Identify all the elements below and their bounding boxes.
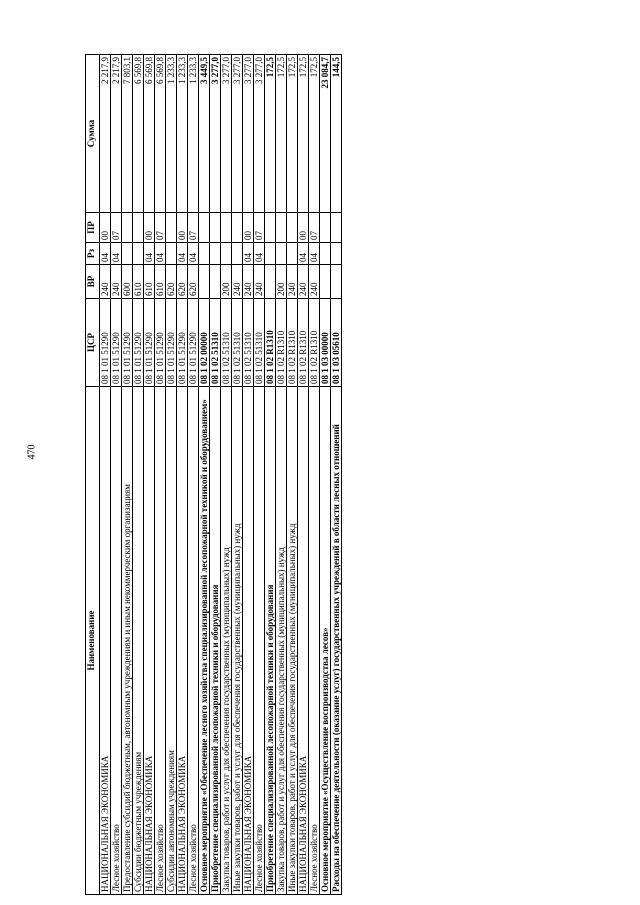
cell-sum: 172,5	[276, 55, 287, 213]
cell-rz: 04	[100, 243, 111, 265]
cell-rz	[276, 243, 287, 265]
cell-name: НАЦИОНАЛЬНАЯ ЭКОНОМИКА	[177, 387, 188, 895]
cell-vr	[199, 265, 210, 299]
cell-csr: 08 1 02 R1310	[287, 299, 298, 387]
table-row	[188, 55, 199, 895]
cell-vr: 620	[188, 265, 199, 299]
cell-vr: 240	[232, 265, 243, 299]
cell-name: Лесное хозяйство	[111, 387, 122, 895]
cell-name: Приобретение специализированной лесопожарной техники и оборудования	[210, 387, 221, 895]
cell-rz	[133, 243, 144, 265]
table-row	[210, 55, 221, 895]
cell-vr: 240	[100, 265, 111, 299]
cell-pr: 00	[298, 213, 309, 243]
cell-csr: 08 1 01 51290	[111, 299, 122, 387]
table-body	[100, 55, 342, 895]
cell-name: НАЦИОНАЛЬНАЯ ЭКОНОМИКА	[144, 387, 155, 895]
cell-name: Лесное хозяйство	[254, 387, 265, 895]
cell-sum: 6 569,8	[144, 55, 155, 213]
header-rz: Рз	[86, 243, 100, 265]
cell-name: НАЦИОНАЛЬНАЯ ЭКОНОМИКА	[298, 387, 309, 895]
cell-rz: 04	[177, 243, 188, 265]
header-row	[86, 55, 100, 895]
cell-rz	[331, 243, 342, 265]
table-row	[331, 55, 342, 895]
table-row	[111, 55, 122, 895]
cell-sum: 6 569,8	[133, 55, 144, 213]
table-row	[133, 55, 144, 895]
table-row	[199, 55, 210, 895]
cell-pr	[122, 213, 133, 243]
cell-vr: 240	[243, 265, 254, 299]
cell-rz: 04	[111, 243, 122, 265]
cell-rz	[287, 243, 298, 265]
table-row	[177, 55, 188, 895]
cell-pr	[210, 213, 221, 243]
cell-csr: 08 1 01 51290	[166, 299, 177, 387]
cell-vr: 240	[111, 265, 122, 299]
cell-name: Лесное хозяйство	[155, 387, 166, 895]
cell-pr: 00	[177, 213, 188, 243]
cell-sum: 144,5	[331, 55, 342, 213]
cell-name: НАЦИОНАЛЬНАЯ ЭКОНОМИКА	[100, 387, 111, 895]
cell-rz	[199, 243, 210, 265]
cell-vr: 240	[254, 265, 265, 299]
cell-sum: 172,5	[298, 55, 309, 213]
cell-rz: 04	[155, 243, 166, 265]
header-name: Наименование	[86, 387, 100, 895]
cell-pr: 00	[243, 213, 254, 243]
cell-rz: 04	[188, 243, 199, 265]
cell-sum: 172,5	[287, 55, 298, 213]
cell-name: Закупка товаров, работ и услуг для обеспечения государственных (муниципальных) нужд	[276, 387, 287, 895]
header-csr: ЦСР	[86, 299, 100, 387]
cell-csr: 08 1 02 R1310	[265, 299, 276, 387]
cell-pr	[166, 213, 177, 243]
rotated-page	[85, 55, 342, 895]
cell-csr: 08 1 02 51310	[243, 299, 254, 387]
cell-vr: 610	[155, 265, 166, 299]
cell-pr	[320, 213, 331, 243]
cell-sum: 3 449,5	[199, 55, 210, 213]
cell-pr: 07	[309, 213, 320, 243]
cell-pr: 00	[144, 213, 155, 243]
table-row	[100, 55, 111, 895]
cell-vr: 610	[133, 265, 144, 299]
cell-vr	[210, 265, 221, 299]
cell-pr	[331, 213, 342, 243]
cell-csr: 08 1 01 51290	[100, 299, 111, 387]
cell-vr: 610	[144, 265, 155, 299]
cell-vr: 240	[309, 265, 320, 299]
cell-name: Субсидии бюджетным учреждениям	[133, 387, 144, 895]
cell-sum: 1 233,3	[188, 55, 199, 213]
cell-rz: 04	[243, 243, 254, 265]
cell-sum: 1 233,3	[166, 55, 177, 213]
cell-vr	[331, 265, 342, 299]
cell-sum: 23 084,7	[320, 55, 331, 213]
cell-rz	[210, 243, 221, 265]
cell-vr	[320, 265, 331, 299]
cell-rz	[265, 243, 276, 265]
cell-rz	[122, 243, 133, 265]
cell-name: Предоставление субсидий бюджетным, автономным учреждениям и иным некоммерческим организациям	[122, 387, 133, 895]
cell-name: Приобретение специализированной лесопожарной техники и оборудования	[265, 387, 276, 895]
cell-name: Закупка товаров, работ и услуг для обеспечения государственных (муниципальных) нужд	[221, 387, 232, 895]
table-row	[287, 55, 298, 895]
cell-csr: 08 1 02 51310	[221, 299, 232, 387]
cell-rz: 04	[298, 243, 309, 265]
cell-vr: 240	[287, 265, 298, 299]
cell-vr	[265, 265, 276, 299]
cell-csr: 08 1 03 05610	[331, 299, 342, 387]
table-row	[155, 55, 166, 895]
cell-vr: 200	[276, 265, 287, 299]
cell-sum: 3 277,0	[243, 55, 254, 213]
cell-pr: 07	[155, 213, 166, 243]
cell-vr: 620	[177, 265, 188, 299]
cell-name: Лесное хозяйство	[309, 387, 320, 895]
table-row	[265, 55, 276, 895]
header-pr: ПР	[86, 213, 100, 243]
cell-rz	[320, 243, 331, 265]
cell-vr: 620	[166, 265, 177, 299]
cell-sum: 6 569,8	[155, 55, 166, 213]
table-row	[309, 55, 320, 895]
cell-sum: 172,5	[309, 55, 320, 213]
table-row	[122, 55, 133, 895]
cell-pr: 00	[100, 213, 111, 243]
cell-sum: 172,5	[265, 55, 276, 213]
cell-csr: 08 1 01 51290	[122, 299, 133, 387]
cell-pr	[221, 213, 232, 243]
cell-name: Основное мероприятие «Осуществление воспроизводства лесов»	[320, 387, 331, 895]
cell-sum: 3 277,0	[210, 55, 221, 213]
cell-rz	[166, 243, 177, 265]
cell-name: Основное мероприятие «Обеспечение лесного хозяйства специализированной лесопожарной техникой и оборудованием»	[199, 387, 210, 895]
cell-pr	[265, 213, 276, 243]
table-row	[254, 55, 265, 895]
cell-rz: 04	[309, 243, 320, 265]
cell-pr	[199, 213, 210, 243]
table-row	[298, 55, 309, 895]
cell-sum: 2 217,9	[100, 55, 111, 213]
table-row	[166, 55, 177, 895]
cell-pr	[232, 213, 243, 243]
cell-name: Расходы на обеспечение деятельности (оказание услуг) государственных учреждений в области лесных отношений	[331, 387, 342, 895]
cell-sum: 7 803,1	[122, 55, 133, 213]
cell-pr: 07	[254, 213, 265, 243]
cell-pr	[287, 213, 298, 243]
cell-csr: 08 1 02 R1310	[309, 299, 320, 387]
cell-csr: 08 1 01 51290	[155, 299, 166, 387]
cell-pr: 07	[188, 213, 199, 243]
cell-name: Иные закупки товаров, работ и услуг для обеспечения государственных (муниципальных) нужд	[232, 387, 243, 895]
cell-csr: 08 1 01 51290	[177, 299, 188, 387]
table-row	[232, 55, 243, 895]
header-vr: ВР	[86, 265, 100, 299]
cell-sum: 3 277,0	[221, 55, 232, 213]
table-row	[221, 55, 232, 895]
cell-pr	[276, 213, 287, 243]
cell-pr: 07	[111, 213, 122, 243]
table-row	[144, 55, 155, 895]
cell-name: Лесное хозяйство	[188, 387, 199, 895]
budget-table	[85, 54, 342, 895]
cell-csr: 08 1 02 R1310	[276, 299, 287, 387]
cell-csr: 08 1 02 R1310	[298, 299, 309, 387]
cell-rz	[221, 243, 232, 265]
cell-rz	[232, 243, 243, 265]
table-row	[276, 55, 287, 895]
cell-sum: 1 233,3	[177, 55, 188, 213]
cell-rz: 04	[254, 243, 265, 265]
cell-pr	[133, 213, 144, 243]
cell-sum: 3 277,0	[254, 55, 265, 213]
cell-sum: 2 217,9	[111, 55, 122, 213]
table-row	[320, 55, 331, 895]
cell-csr: 08 1 02 00000	[199, 299, 210, 387]
cell-vr: 200	[221, 265, 232, 299]
cell-vr: 600	[122, 265, 133, 299]
cell-csr: 08 1 03 00000	[320, 299, 331, 387]
cell-name: Иные закупки товаров, работ и услуг для обеспечения государственных (муниципальных) нужд	[287, 387, 298, 895]
header-sum: Сумма	[86, 55, 100, 213]
cell-rz: 04	[144, 243, 155, 265]
page-number: 470	[26, 444, 38, 460]
cell-sum: 3 277,0	[232, 55, 243, 213]
cell-csr: 08 1 01 51290	[133, 299, 144, 387]
cell-name: Субсидии автономным учреждениям	[166, 387, 177, 895]
cell-csr: 08 1 01 51290	[188, 299, 199, 387]
cell-csr: 08 1 02 51310	[254, 299, 265, 387]
cell-csr: 08 1 01 51290	[144, 299, 155, 387]
cell-csr: 08 1 02 51310	[210, 299, 221, 387]
table-row	[243, 55, 254, 895]
cell-name: НАЦИОНАЛЬНАЯ ЭКОНОМИКА	[243, 387, 254, 895]
cell-csr: 08 1 02 51310	[232, 299, 243, 387]
cell-vr: 240	[298, 265, 309, 299]
